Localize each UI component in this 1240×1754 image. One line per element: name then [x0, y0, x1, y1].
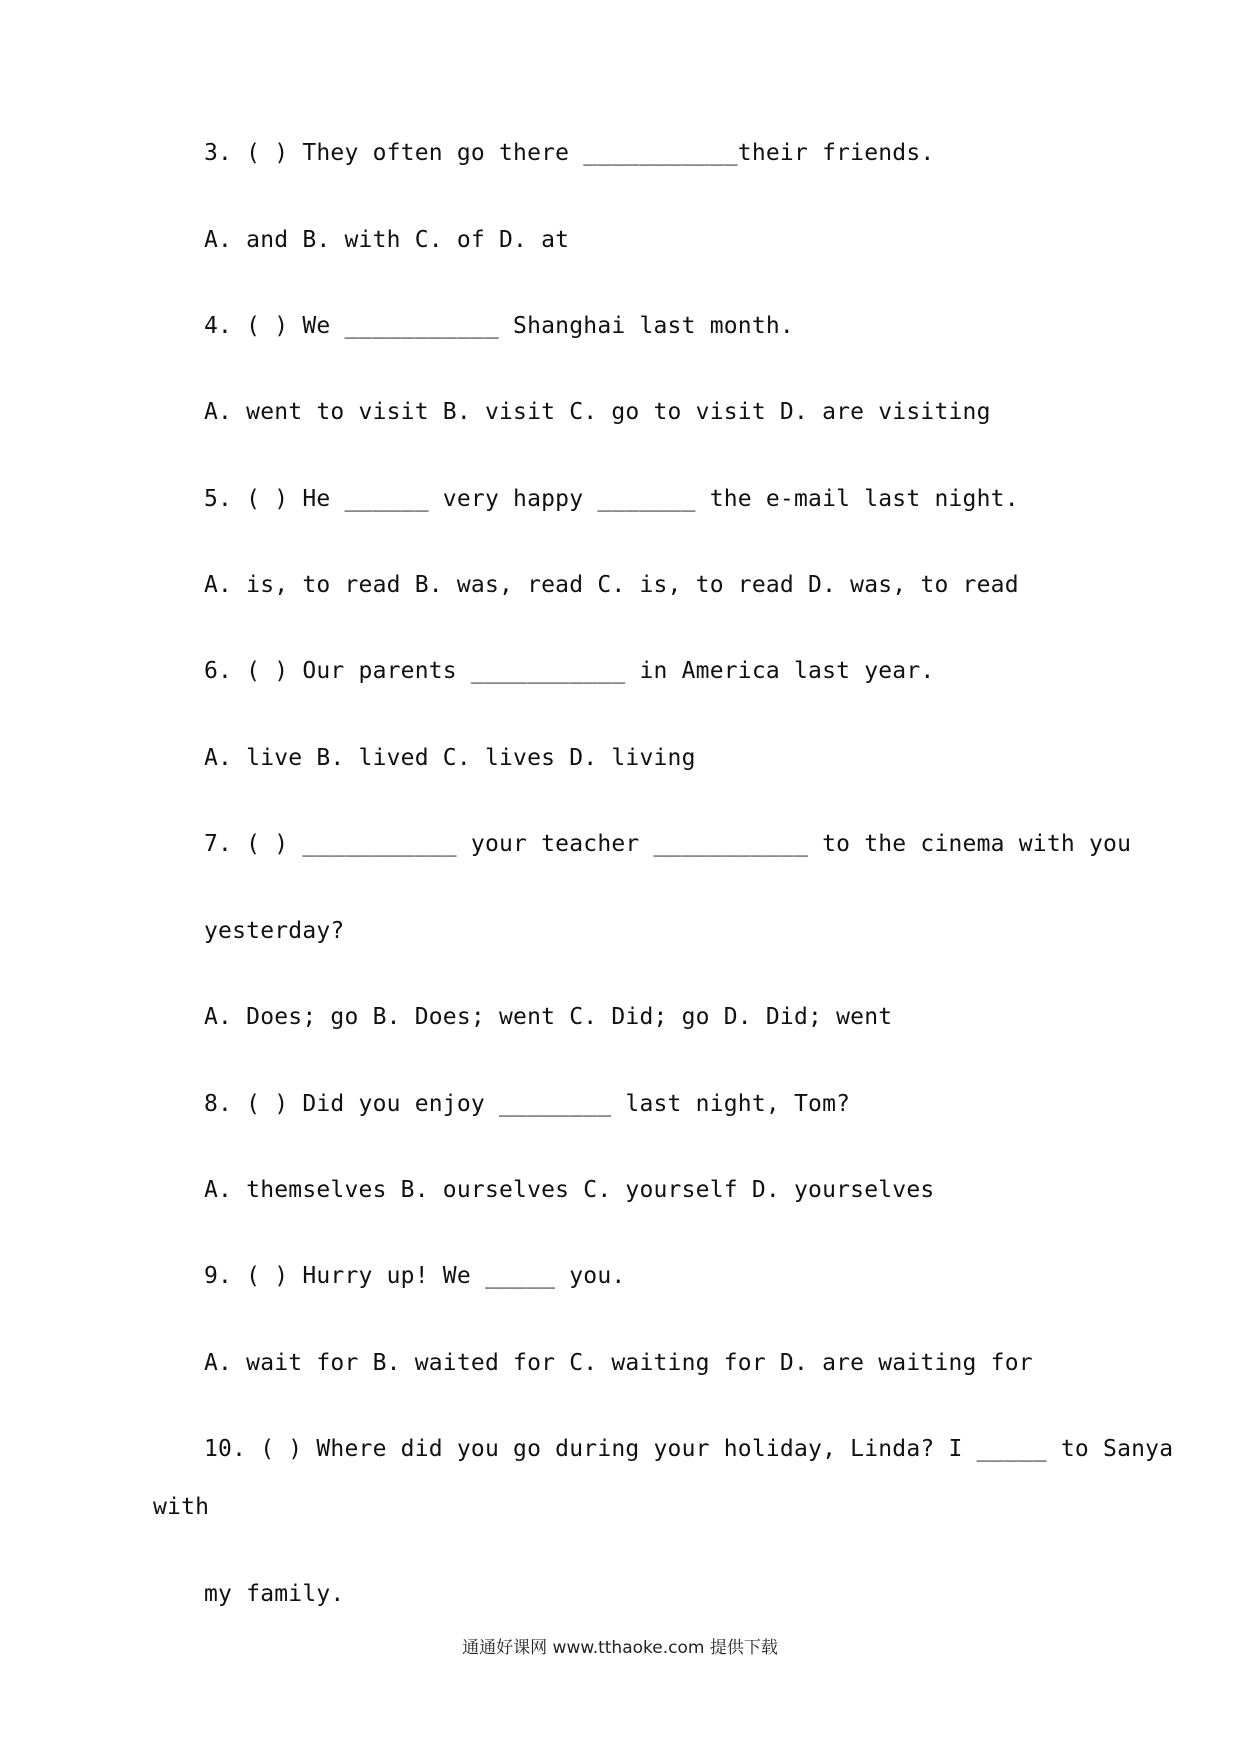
question-6-options: A. live B. lived C. lives D. living — [204, 745, 696, 771]
download-footer: 通通好课网 www.tthaoke.com 提供下载 — [462, 1638, 778, 1658]
question-7-options: A. Does; go B. Does; went C. Did; go D. Did; went — [204, 1004, 893, 1030]
question-8-options: A. themselves B. ourselves C. yourself D. yourselves — [204, 1177, 935, 1203]
question-3-options: A. and B. with C. of D. at — [204, 227, 570, 253]
question-10-stem: 10. ( ) Where did you go during your holiday, Linda? I _____ to Sanya — [204, 1436, 1174, 1462]
question-5-options: A. is, to read B. was, read C. is, to read D. was, to read — [204, 572, 1019, 598]
question-8-stem: 8. ( ) Did you enjoy ________ last night, Tom? — [204, 1091, 851, 1117]
question-9-stem: 9. ( ) Hurry up! We _____ you. — [204, 1263, 626, 1289]
question-10-stem-wrap: with — [153, 1494, 210, 1520]
question-7-stem: 7. ( ) ___________ your teacher ___________ to the cinema with you — [204, 831, 1132, 857]
question-6-stem: 6. ( ) Our parents ___________ in America last year. — [204, 658, 935, 684]
question-4-options: A. went to visit B. visit C. go to visit D. are visiting — [204, 399, 991, 425]
question-3-stem: 3. ( ) They often go there ___________their friends. — [204, 140, 935, 166]
question-4-stem: 4. ( ) We ___________ Shanghai last month. — [204, 313, 794, 339]
question-5-stem: 5. ( ) He ______ very happy _______ the e-mail last night. — [204, 486, 1019, 512]
question-10-stem-continuation: my family. — [204, 1581, 345, 1607]
question-7-stem-continuation: yesterday? — [204, 918, 345, 944]
question-9-options: A. wait for B. waited for C. waiting for D. are waiting for — [204, 1350, 1033, 1376]
